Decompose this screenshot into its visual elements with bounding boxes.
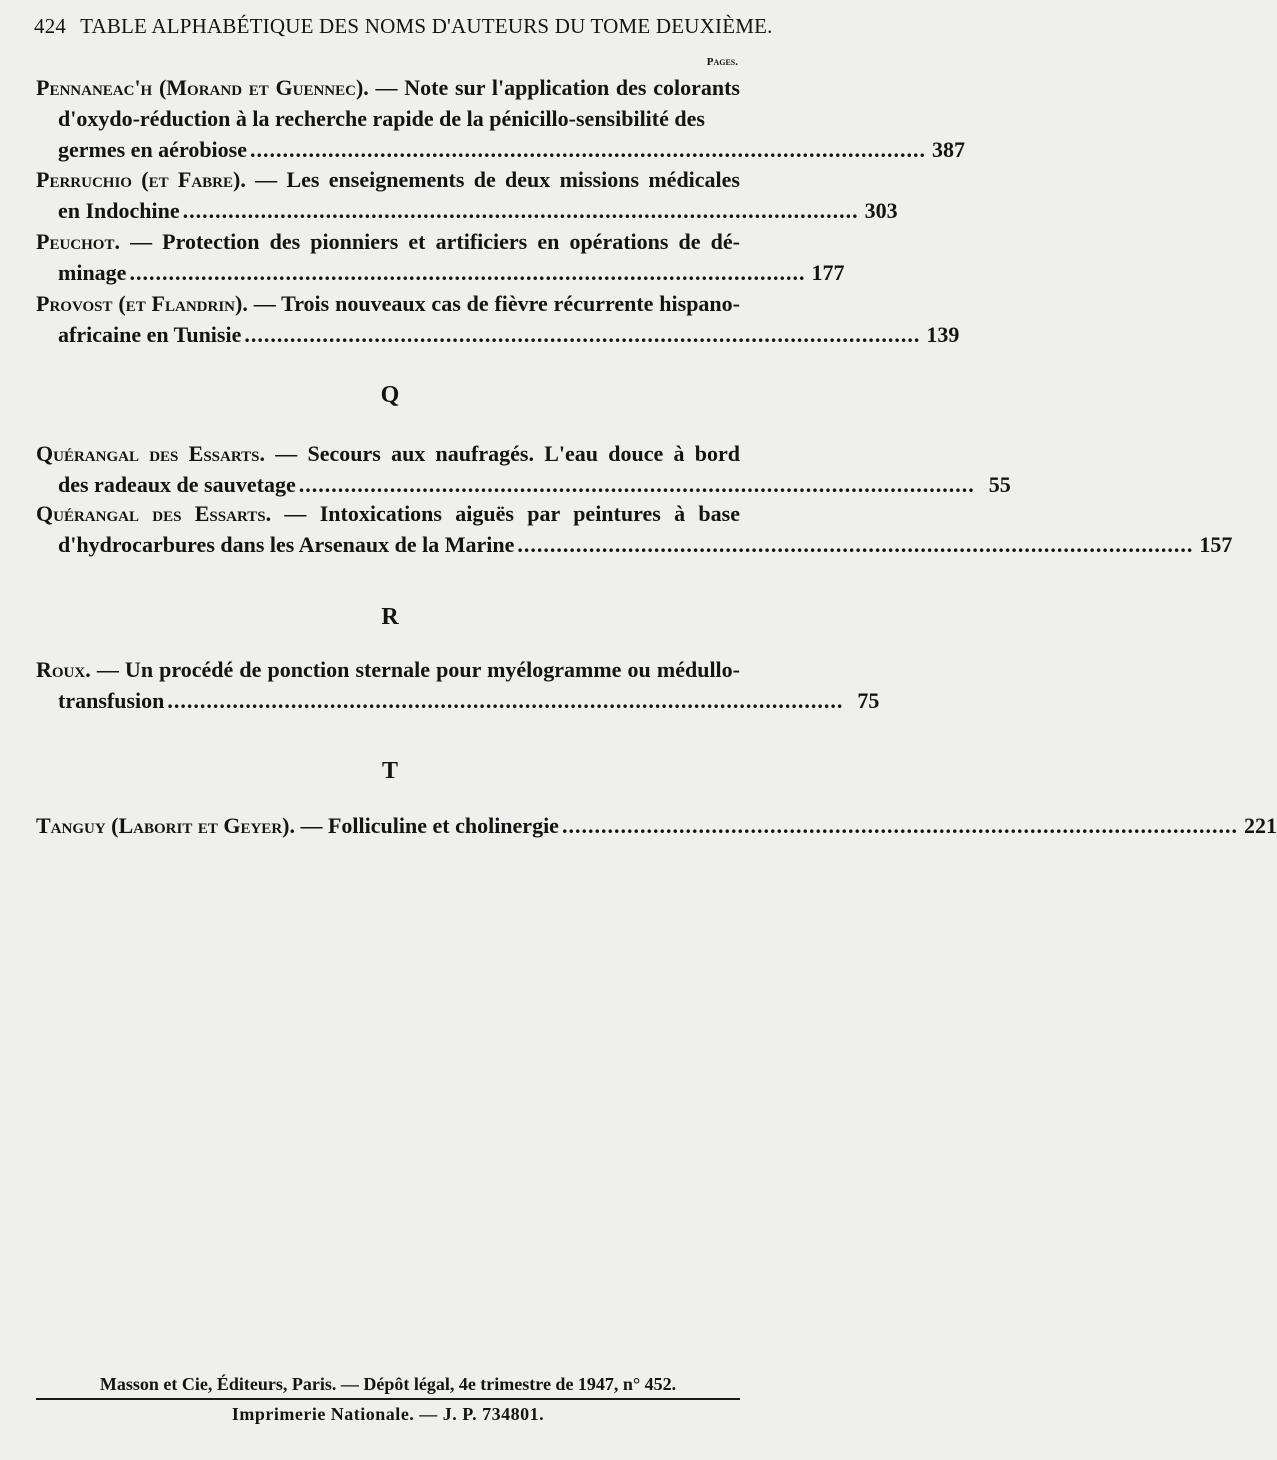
entry-text: — Intoxications aiguës par peintures à base [271, 501, 740, 526]
entry-first-line [36, 498, 740, 529]
entry-text: — Les enseignements de deux missions médicales [245, 167, 740, 192]
dot-leader: ........................................................................................................ [298, 472, 975, 497]
entry-text: — Un procédé de ponction sternale pour myélogramme ou médullo- [90, 657, 740, 682]
dot-leader: ........................................................................................................ [129, 260, 806, 285]
index-entry [36, 164, 898, 226]
entry-author: Perruchio [36, 167, 132, 192]
section-letter-q: Q [380, 382, 400, 408]
entry-page: 139 [926, 322, 960, 347]
entry-last-line [36, 195, 898, 226]
entry-last-line [36, 134, 965, 165]
entry-text: des radeaux de sauvetage [58, 472, 296, 497]
entry-last-line [36, 529, 1233, 560]
entry-last-line [36, 810, 1277, 841]
section-letter-t: T [381, 758, 398, 784]
entry-author: Provost [36, 291, 113, 316]
index-entry [36, 288, 960, 350]
entry-page: 157 [1199, 532, 1233, 557]
entry-first-line [36, 810, 559, 841]
index-entry [36, 226, 845, 288]
entry-text: — Secours aux naufragés. L'eau douce à bord [264, 441, 740, 466]
entry-first-line [36, 654, 740, 685]
entry-page: 221 [1243, 813, 1277, 838]
entry-coauthors: (Morand et Guennec). [152, 75, 369, 100]
index-entry [36, 72, 965, 165]
pages-column-label: Pages. [706, 56, 738, 68]
entry-first-line [36, 164, 740, 195]
section-letter-r: R [381, 604, 399, 630]
entry-page: 177 [811, 260, 845, 285]
entry-page: 75 [857, 688, 880, 713]
dot-leader: ........................................................................................................ [244, 322, 921, 347]
dot-leader: ........................................................................................................ [517, 532, 1194, 557]
dot-leader: ........................................................................................................ [182, 198, 859, 223]
page-title: TABLE ALPHABÉTIQUE DES NOMS D'AUTEURS DU TOME DEUXIÈME. [80, 14, 773, 38]
entry-coauthors: (et Fabre). [131, 167, 246, 192]
dot-leader: ........................................................................................................ [167, 688, 844, 713]
entry-author: Roux. [36, 657, 91, 682]
entry-text: africaine en Tunisie [58, 322, 242, 347]
printer-imprint: Imprimerie Nationale. — J. P. 734801. [231, 1404, 545, 1424]
entry-last-line [36, 319, 960, 350]
entry-last-line [36, 469, 1011, 500]
entry-page: 387 [932, 137, 965, 162]
page-number: 424 [34, 14, 67, 38]
entry-page: 303 [864, 198, 898, 223]
entry-coauthors: (et Flandrin). [112, 291, 248, 316]
entry-text: transfusion [58, 688, 165, 713]
entry-first-line [36, 288, 740, 319]
entry-author: Pennaneac'h [36, 75, 153, 100]
dot-leader: ........................................................................................................ [561, 813, 1238, 838]
entry-author: Tanguy [36, 813, 106, 838]
entry-last-line [36, 685, 880, 716]
entry-text: — Folliculine et cholinergie [294, 813, 559, 838]
entry-first-line [36, 72, 740, 103]
index-entry [36, 654, 880, 716]
entry-first-line [36, 226, 740, 257]
entry-author: Peuchot. [36, 229, 120, 254]
dot-leader: ........................................................................................................ [250, 137, 926, 162]
entry-coauthors: (Laborit et Geyer). [105, 813, 295, 838]
entry-text: germes en aérobiose [58, 137, 247, 162]
entry-first-line [36, 438, 740, 469]
index-entry [36, 810, 1277, 841]
index-entry [36, 438, 1011, 500]
entry-continuation-line: d'oxydo-réduction à la recherche rapide de la pénicillo-sensibilité des [58, 106, 705, 131]
colophon-rule [36, 1398, 740, 1400]
entry-text: d'hydrocarbures dans les Arsenaux de la Marine [58, 532, 515, 557]
entry-text: — Note sur l'application des colorants [368, 75, 740, 100]
entry-text: minage [58, 260, 127, 285]
index-entry [36, 498, 1233, 560]
entry-coauthors: des Essarts. [138, 441, 265, 466]
entry-text: — Protection des pionniers et artificiers en opérations de dé- [119, 229, 740, 254]
entry-page: 55 [988, 472, 1011, 497]
entry-text: — Trois nouveaux cas de fièvre récurrente hispano- [247, 291, 740, 316]
entry-last-line [36, 257, 845, 288]
entry-text: en Indochine [58, 198, 180, 223]
entry-author: Quérangal [36, 441, 139, 466]
publisher-colophon: Masson et Cie, Éditeurs, Paris. — Dépôt légal, 4e trimestre de 1947, n° 452. [99, 1374, 677, 1394]
entry-author: Quérangal des Essarts. [36, 501, 272, 526]
running-header [34, 14, 773, 39]
